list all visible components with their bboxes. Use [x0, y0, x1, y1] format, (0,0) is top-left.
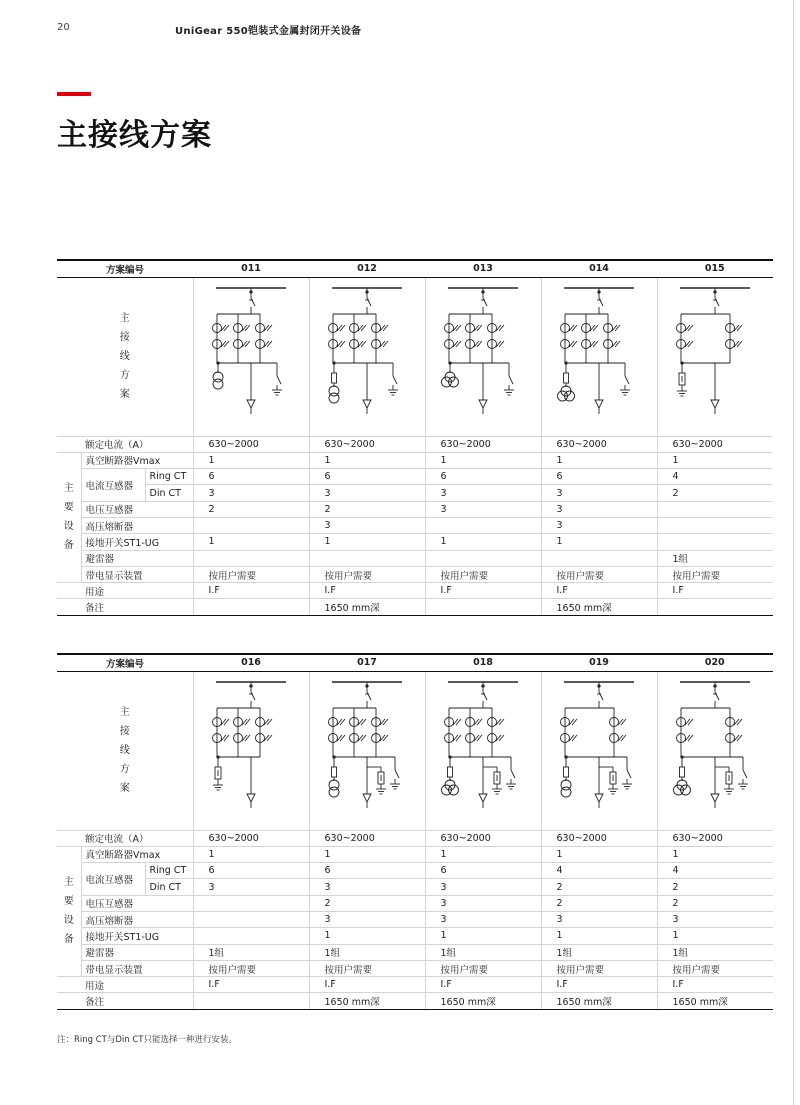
cell-din-014: 3: [541, 485, 657, 501]
cell-ring-015: 4: [657, 469, 773, 485]
cell-fuse-012: 3: [309, 517, 425, 533]
cell-rated-017: 630~2000: [309, 830, 425, 846]
diagram-cell-017: [309, 671, 425, 830]
cell-ind-019: 按用户需要: [541, 960, 657, 976]
diagram-cell-013: [425, 277, 541, 436]
label-vcb: 真空断路器Vmax: [81, 452, 193, 468]
cell-rated-019: 630~2000: [541, 830, 657, 846]
cable-end-icon: [363, 794, 371, 802]
cell-vcb-012: 1: [309, 452, 425, 468]
scheme-id-019: 019: [541, 654, 657, 671]
cell-ind-012: 按用户需要: [309, 566, 425, 582]
cell-arr-013: [425, 550, 541, 566]
cell-fuse-015: [657, 517, 773, 533]
cell-vt-015: [657, 501, 773, 517]
earth-switch-icon: [743, 770, 747, 778]
scheme-table-1: [57, 259, 773, 616]
cell-ind-011: 按用户需要: [193, 566, 309, 582]
cell-use-016: I.F: [193, 977, 309, 993]
node-dot: [713, 290, 715, 292]
node-dot: [448, 755, 450, 757]
cell-vcb-015: 1: [657, 452, 773, 468]
cell-arr-014: [541, 550, 657, 566]
cell-ind-020: 按用户需要: [657, 960, 773, 976]
label-din-ct: Din CT: [145, 485, 193, 501]
title-accent-bar: [57, 92, 91, 96]
cell-use-013: I.F: [425, 583, 541, 599]
cell-fuse-020: 3: [657, 911, 773, 927]
label-arrester: 避雷器: [81, 550, 193, 566]
cell-note-015: [657, 599, 773, 615]
cell-use-011: I.F: [193, 583, 309, 599]
node-dot: [564, 755, 566, 757]
main-equipment-text: 主 要 设 备: [63, 877, 74, 946]
cell-din-013: 3: [425, 485, 541, 501]
label-vt: 电压互感器: [81, 895, 193, 911]
cell-ring-018: 6: [425, 863, 541, 879]
cell-use-012: I.F: [309, 583, 425, 599]
fuse-icon: [447, 767, 452, 777]
cell-vt-011: 2: [193, 501, 309, 517]
label-vcb: 真空断路器Vmax: [81, 846, 193, 862]
cell-vcb-011: 1: [193, 452, 309, 468]
cell-note-014: 1650 mm深: [541, 599, 657, 615]
cell-note-016: [193, 993, 309, 1009]
breaker-icon: [715, 298, 719, 306]
scheme-id-018: 018: [425, 654, 541, 671]
cell-vt-018: 3: [425, 895, 541, 911]
cell-rated-016: 630~2000: [193, 830, 309, 846]
single-line-diagram-011: [194, 278, 309, 436]
diagram-label-text: 主 接 线 方 案: [119, 313, 130, 400]
earth-switch-icon: [393, 376, 397, 384]
cell-note-013: [425, 599, 541, 615]
cell-rated-014: 630~2000: [541, 436, 657, 452]
main-equipment-text: 主 要 设 备: [63, 483, 74, 552]
cell-note-012: 1650 mm深: [309, 599, 425, 615]
scheme-id-014: 014: [541, 260, 657, 277]
footnote: 注：Ring CT与Din CT只能选择一种进行安装。: [57, 1035, 238, 1045]
cell-ring-011: 6: [193, 469, 309, 485]
cell-ind-015: 按用户需要: [657, 566, 773, 582]
label-remarks: 备注: [57, 993, 193, 1009]
cell-fuse-017: 3: [309, 911, 425, 927]
scheme-id-011: 011: [193, 260, 309, 277]
cell-rated-012: 630~2000: [309, 436, 425, 452]
page-edge-rule: [793, 0, 794, 1105]
node-dot: [216, 361, 218, 363]
cell-rated-013: 630~2000: [425, 436, 541, 452]
node-dot: [249, 290, 251, 292]
cell-ring-016: 6: [193, 863, 309, 879]
cell-fuse-016: [193, 911, 309, 927]
node-dot: [680, 361, 682, 363]
diagram-cell-018: [425, 671, 541, 830]
diagram-cell-012: [309, 277, 425, 436]
cell-fuse-014: 3: [541, 517, 657, 533]
vt-icon: [213, 379, 223, 389]
fuse-icon: [331, 373, 336, 383]
cable-end-icon: [711, 400, 719, 408]
cell-arr-011: [193, 550, 309, 566]
cell-arr-020: 1组: [657, 944, 773, 960]
cell-arr-012: [309, 550, 425, 566]
page-number: 20: [57, 22, 70, 33]
cell-ind-016: 按用户需要: [193, 960, 309, 976]
breaker-icon: [367, 692, 371, 700]
cell-es-018: 1: [425, 928, 541, 944]
cell-vt-020: 2: [657, 895, 773, 911]
cable-end-icon: [363, 400, 371, 408]
cell-es-011: 1: [193, 534, 309, 550]
node-dot: [680, 755, 682, 757]
scheme-id-020: 020: [657, 654, 773, 671]
cell-use-014: I.F: [541, 583, 657, 599]
cell-vcb-016: 1: [193, 846, 309, 862]
single-line-diagram-016: [194, 672, 309, 830]
label-arrester: 避雷器: [81, 944, 193, 960]
cell-ind-013: 按用户需要: [425, 566, 541, 582]
cable-end-icon: [595, 400, 603, 408]
cable-end-icon: [247, 794, 255, 802]
diagram-label: [57, 671, 193, 830]
page-title: 主接线方案: [57, 118, 212, 153]
vt-icon: [329, 787, 339, 797]
label-live-indicator: 带电显示装置: [81, 566, 193, 582]
node-dot: [365, 290, 367, 292]
cell-fuse-019: 3: [541, 911, 657, 927]
cell-arr-017: 1组: [309, 944, 425, 960]
cell-vt-013: 3: [425, 501, 541, 517]
cell-vcb-017: 1: [309, 846, 425, 862]
cell-ind-018: 按用户需要: [425, 960, 541, 976]
diagram-label: [57, 277, 193, 436]
node-dot: [481, 684, 483, 686]
cell-es-013: 1: [425, 534, 541, 550]
label-main-equipment: [57, 452, 81, 582]
fuse-icon: [679, 767, 684, 777]
cable-end-icon: [247, 400, 255, 408]
cell-vt-019: 2: [541, 895, 657, 911]
diagram-cell-015: [657, 277, 773, 436]
cell-vt-016: [193, 895, 309, 911]
label-fuse: 高压熔断器: [81, 911, 193, 927]
breaker-icon: [599, 692, 603, 700]
cell-fuse-018: 3: [425, 911, 541, 927]
single-line-diagram-020: [658, 672, 773, 830]
earth-switch-icon: [625, 376, 629, 384]
cell-din-020: 2: [657, 879, 773, 895]
single-line-diagram-013: [426, 278, 541, 436]
running-header: UniGear 550铠装式金属封闭开关设备: [175, 26, 362, 37]
diagram-label-text: 主 接 线 方 案: [119, 707, 130, 794]
node-dot: [713, 684, 715, 686]
cell-din-015: 2: [657, 485, 773, 501]
breaker-icon: [599, 298, 603, 306]
cell-use-018: I.F: [425, 977, 541, 993]
cell-vcb-018: 1: [425, 846, 541, 862]
label-usage: 用途: [57, 977, 193, 993]
breaker-icon: [367, 298, 371, 306]
cell-din-011: 3: [193, 485, 309, 501]
label-live-indicator: 带电显示装置: [81, 960, 193, 976]
cell-use-019: I.F: [541, 977, 657, 993]
breaker-icon: [251, 298, 255, 306]
label-ct: 电流互感器: [81, 469, 145, 502]
label-ring-ct: Ring CT: [145, 469, 193, 485]
cell-rated-020: 630~2000: [657, 830, 773, 846]
scheme-table-2: [57, 653, 773, 1010]
scheme-id-017: 017: [309, 654, 425, 671]
cell-din-017: 3: [309, 879, 425, 895]
cell-vt-012: 2: [309, 501, 425, 517]
label-earth-switch: 接地开关ST1-UG: [81, 928, 193, 944]
cell-ring-019: 4: [541, 863, 657, 879]
label-main-equipment: [57, 846, 81, 976]
cell-ring-012: 6: [309, 469, 425, 485]
label-ct: 电流互感器: [81, 863, 145, 896]
breaker-icon: [483, 692, 487, 700]
diagram-cell-019: [541, 671, 657, 830]
cell-ind-017: 按用户需要: [309, 960, 425, 976]
cell-vcb-014: 1: [541, 452, 657, 468]
cell-ring-020: 4: [657, 863, 773, 879]
single-line-diagram-017: [310, 672, 425, 830]
cell-es-019: 1: [541, 928, 657, 944]
cable-end-icon: [479, 400, 487, 408]
cell-note-017: 1650 mm深: [309, 993, 425, 1009]
scheme-id-013: 013: [425, 260, 541, 277]
cell-vt-014: 3: [541, 501, 657, 517]
label-earth-switch: 接地开关ST1-UG: [81, 534, 193, 550]
node-dot: [249, 684, 251, 686]
earth-switch-icon: [277, 376, 281, 384]
diagram-cell-014: [541, 277, 657, 436]
cell-es-012: 1: [309, 534, 425, 550]
cell-es-014: 1: [541, 534, 657, 550]
earth-switch-icon: [627, 770, 631, 778]
single-line-diagram-019: [542, 672, 657, 830]
cell-arr-016: 1组: [193, 944, 309, 960]
cell-din-016: 3: [193, 879, 309, 895]
label-usage: 用途: [57, 583, 193, 599]
fuse-icon: [563, 767, 568, 777]
vt-icon: [329, 393, 339, 403]
cell-arr-015: 1组: [657, 550, 773, 566]
cell-es-015: [657, 534, 773, 550]
cell-din-018: 3: [425, 879, 541, 895]
cable-end-icon: [479, 794, 487, 802]
diagram-cell-020: [657, 671, 773, 830]
node-dot: [332, 755, 334, 757]
cell-vcb-020: 1: [657, 846, 773, 862]
breaker-icon: [251, 692, 255, 700]
earth-switch-icon: [509, 376, 513, 384]
label-rated-current: 额定电流（A）: [57, 830, 193, 846]
fuse-icon: [563, 373, 568, 383]
breaker-icon: [483, 298, 487, 306]
cell-rated-015: 630~2000: [657, 436, 773, 452]
label-din-ct: Din CT: [145, 879, 193, 895]
earth-switch-icon: [395, 770, 399, 778]
scheme-no-header: 方案编号: [57, 260, 193, 277]
node-dot: [564, 361, 566, 363]
cell-use-020: I.F: [657, 977, 773, 993]
cell-ring-013: 6: [425, 469, 541, 485]
label-remarks: 备注: [57, 599, 193, 615]
earth-switch-icon: [511, 770, 515, 778]
cell-din-019: 2: [541, 879, 657, 895]
cell-vcb-013: 1: [425, 452, 541, 468]
cell-fuse-013: [425, 517, 541, 533]
single-line-diagram-014: [542, 278, 657, 436]
cell-arr-019: 1组: [541, 944, 657, 960]
cell-vcb-019: 1: [541, 846, 657, 862]
cell-es-016: [193, 928, 309, 944]
cell-use-017: I.F: [309, 977, 425, 993]
cell-ring-017: 6: [309, 863, 425, 879]
single-line-diagram-018: [426, 672, 541, 830]
cell-es-020: 1: [657, 928, 773, 944]
single-line-diagram-012: [310, 278, 425, 436]
cell-es-017: 1: [309, 928, 425, 944]
label-fuse: 高压熔断器: [81, 517, 193, 533]
vt-icon: [561, 787, 571, 797]
label-ring-ct: Ring CT: [145, 863, 193, 879]
scheme-id-016: 016: [193, 654, 309, 671]
cell-note-011: [193, 599, 309, 615]
cell-use-015: I.F: [657, 583, 773, 599]
node-dot: [448, 361, 450, 363]
cell-note-018: 1650 mm深: [425, 993, 541, 1009]
cell-rated-011: 630~2000: [193, 436, 309, 452]
node-dot: [597, 684, 599, 686]
cell-ind-014: 按用户需要: [541, 566, 657, 582]
node-dot: [216, 755, 218, 757]
scheme-id-012: 012: [309, 260, 425, 277]
label-rated-current: 额定电流（A）: [57, 436, 193, 452]
fuse-icon: [331, 767, 336, 777]
breaker-icon: [715, 692, 719, 700]
scheme-id-015: 015: [657, 260, 773, 277]
node-dot: [597, 290, 599, 292]
cable-end-icon: [595, 794, 603, 802]
cell-vt-017: 2: [309, 895, 425, 911]
node-dot: [365, 684, 367, 686]
scheme-no-header: 方案编号: [57, 654, 193, 671]
cell-arr-018: 1组: [425, 944, 541, 960]
cell-fuse-011: [193, 517, 309, 533]
node-dot: [481, 290, 483, 292]
cable-end-icon: [711, 794, 719, 802]
label-vt: 电压互感器: [81, 501, 193, 517]
single-line-diagram-015: [658, 278, 773, 436]
cell-ring-014: 6: [541, 469, 657, 485]
cell-rated-018: 630~2000: [425, 830, 541, 846]
cell-din-012: 3: [309, 485, 425, 501]
diagram-cell-016: [193, 671, 309, 830]
cell-note-019: 1650 mm深: [541, 993, 657, 1009]
cell-note-020: 1650 mm深: [657, 993, 773, 1009]
diagram-cell-011: [193, 277, 309, 436]
node-dot: [332, 361, 334, 363]
